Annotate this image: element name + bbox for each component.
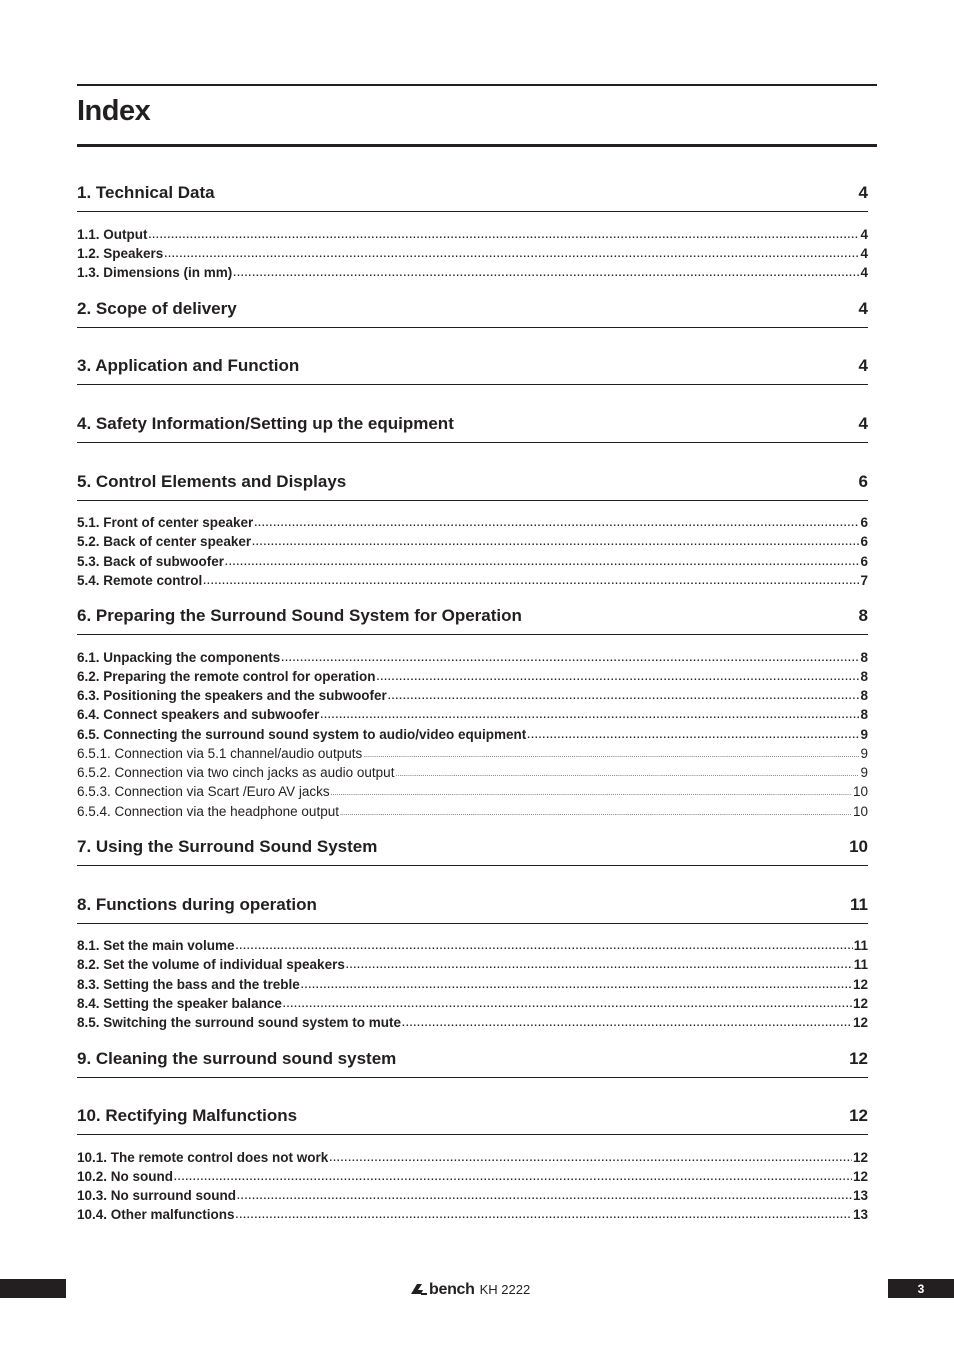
toc-section-6[interactable] (77, 606, 868, 636)
toc-entry-10-4[interactable]: 10.4. Other malfunctions ..... 13 (77, 1204, 868, 1223)
toc-entry-5-1[interactable]: 5.1. Front of center speaker ..... 6 (77, 512, 868, 531)
section-page: 6 (858, 472, 868, 491)
toc-entry-8-1[interactable]: 8.1. Set the main volume ..... 11 (77, 935, 868, 954)
toc-entry-1-3[interactable]: 1.3. Dimensions (in mm) ..... 4 (77, 262, 868, 281)
section-label: 5. Control Elements and Displays (77, 472, 347, 491)
page-title: Index (77, 95, 151, 127)
toc-section-3[interactable] (77, 356, 868, 386)
top-rule (77, 84, 877, 86)
toc-entry-8-2[interactable]: 8.2. Set the volume of individual speakers ..... 11 (77, 954, 868, 973)
toc-section-9[interactable] (77, 1049, 868, 1079)
toc-entry-6-2[interactable]: 6.2. Preparing the remote control for operation ..... 8 (77, 666, 868, 685)
brand-name: bench (429, 1281, 475, 1298)
toc-section-7[interactable] (77, 837, 868, 867)
toc-entry-5-4[interactable]: 5.4. Remote control ..... 7 (77, 570, 868, 589)
toc-entry-10-1[interactable]: 10.1. The remote control does not work ..... 12 (77, 1147, 868, 1166)
section-label: 1. Technical Data (77, 183, 215, 202)
toc-section-2[interactable] (77, 299, 868, 329)
section-label: 7. Using the Surround Sound System (77, 837, 378, 856)
toc-entry-6-5-1[interactable]: 6.5.1. Connection via 5.1 channel/audio outputs ..... 9 (77, 743, 868, 762)
toc-entry-6-1[interactable]: 6.1. Unpacking the components ..... 8 (77, 647, 868, 666)
section-label: 6. Preparing the Surround Sound System for Operation (77, 606, 522, 625)
section-label: 9. Cleaning the surround sound system (77, 1049, 397, 1068)
title-rule (77, 144, 877, 147)
toc-entry-6-3[interactable]: 6.3. Positioning the speakers and the subwoofer ..... 8 (77, 685, 868, 704)
toc-entry-10-3[interactable]: 10.3. No surround sound ..... 13 (77, 1185, 868, 1204)
section-page: 4 (858, 356, 868, 375)
toc-entry-6-4[interactable]: 6.4. Connect speakers and subwoofer ..... 8 (77, 704, 868, 723)
section-label: 3. Application and Function (77, 356, 300, 375)
section-page: 4 (858, 414, 868, 433)
toc-section-10[interactable] (77, 1106, 868, 1136)
toc-section-8[interactable] (77, 895, 868, 925)
toc-entry-10-2[interactable]: 10.2. No sound ..... 12 (77, 1166, 868, 1185)
section-label: 10. Rectifying Malfunctions (77, 1106, 298, 1125)
toc-entry-8-4[interactable]: 8.4. Setting the speaker balance ..... 12 (77, 993, 868, 1012)
section-page: 10 (849, 837, 868, 856)
section-page: 11 (850, 895, 868, 914)
toc-section-1[interactable] (77, 183, 868, 213)
toc-section-5[interactable] (77, 472, 868, 502)
toc-entry-8-5[interactable]: 8.5. Switching the surround sound system to mute ..... 12 (77, 1012, 868, 1031)
toc-entry-1-2[interactable]: 1.2. Speakers ..... 4 (77, 243, 868, 262)
page-number: 3 (888, 1279, 954, 1298)
section-label: 2. Scope of delivery (77, 299, 237, 318)
section-label: 8. Functions during operation (77, 895, 317, 914)
toc-section-4[interactable] (77, 414, 868, 444)
toc-entry-5-2[interactable]: 5.2. Back of center speaker ..... 6 (77, 531, 868, 550)
section-page: 8 (858, 606, 868, 625)
toc-entry-6-5-4[interactable]: 6.5.4. Connection via the headphone output ..... 10 (77, 801, 868, 820)
section-page: 4 (858, 299, 868, 318)
footer-brand (409, 1281, 530, 1299)
toc-entry-6-5-3[interactable]: 6.5.3. Connection via Scart /Euro AV jacks ..... 10 (77, 781, 868, 800)
toc-entry-1-1[interactable]: 1.1. Output ..... 4 (77, 224, 868, 243)
model-number: KH 2222 (479, 1282, 531, 1297)
section-page: 12 (849, 1106, 868, 1125)
toc-entry-6-5[interactable]: 6.5. Connecting the surround sound system to audio/video equipment ..... 9 (77, 724, 868, 743)
section-label: 4. Safety Information/Setting up the equipment (77, 414, 454, 433)
toc-entry-6-5-2[interactable]: 6.5.2. Connection via two cinch jacks as audio output ..... 9 (77, 762, 868, 781)
toc-entry-5-3[interactable]: 5.3. Back of subwoofer ..... 6 (77, 551, 868, 570)
section-page: 4 (858, 183, 868, 202)
footer-bar (0, 1279, 66, 1298)
bench-logo-icon (409, 1281, 475, 1299)
toc-entry-8-3[interactable]: 8.3. Setting the bass and the treble ..... 12 (77, 974, 868, 993)
section-page: 12 (849, 1049, 868, 1068)
